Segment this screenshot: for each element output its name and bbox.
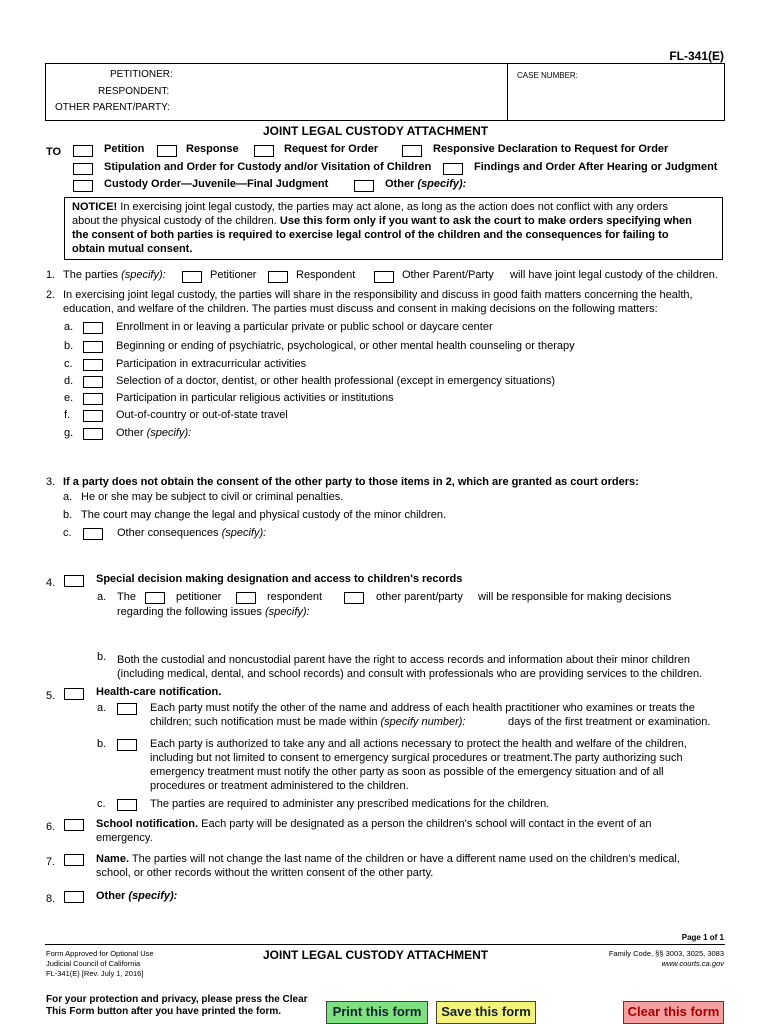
- item4a-tail: will be responsible for making decisions: [478, 591, 672, 603]
- item5-checkbox[interactable]: [64, 688, 84, 700]
- other-party-label: OTHER PARENT/PARTY:: [55, 102, 171, 113]
- notice-line-1: [72, 201, 668, 213]
- page-title: JOINT LEGAL CUSTODY ATTACHMENT: [263, 124, 489, 138]
- item8-checkbox[interactable]: [64, 891, 84, 903]
- item4a-petitioner-label: petitioner: [176, 591, 222, 603]
- footer-right-2: www.courts.ca.gov: [661, 959, 724, 968]
- item5c-text: The parties are required to administer any prescribed medications for the children.: [150, 798, 550, 810]
- item2-line-2: education, and welfare of the children. The parties must discuss and consent in making decisions on the following matters:: [63, 303, 658, 315]
- item5-heading: Health-care notification.: [96, 686, 222, 698]
- item2e-text: Participation in particular religious activities or institutions: [116, 392, 394, 404]
- item4a-respondent-label: respondent: [267, 591, 323, 603]
- item3a-text: He or she may be subject to civil or criminal penalties.: [81, 491, 344, 503]
- item4a-the: The: [117, 591, 136, 603]
- footer-left-1: Form Approved for Optional Use: [46, 949, 154, 958]
- item2d-text: Selection of a doctor, dentist, or other health professional (except in emergency situations): [116, 375, 556, 387]
- item4a-line-2: [117, 606, 310, 618]
- caption-divider: [507, 63, 508, 121]
- item2a-checkbox[interactable]: [83, 322, 103, 334]
- request-for-order-checkbox[interactable]: [254, 145, 274, 157]
- item5b-line-1: Each party is authorized to take any and all actions necessary to protect the health and welfare of the children,: [150, 738, 687, 750]
- petitioner-label: PETITIONER:: [110, 69, 173, 80]
- privacy-note: [46, 994, 308, 1018]
- item5c-letter: c.: [97, 798, 106, 810]
- item3c-letter: c.: [63, 527, 72, 539]
- item4a-respondent-checkbox[interactable]: [236, 592, 256, 604]
- item2d-letter: d.: [64, 375, 74, 387]
- to-other-label: [385, 178, 466, 190]
- item3-number: 3.: [46, 476, 56, 488]
- item7-checkbox[interactable]: [64, 854, 84, 866]
- notice-text-2b: Use this form only if you want to ask the court to make orders specifying when: [279, 215, 692, 227]
- item7-text: The parties will not change the last name of the children or have a different name used on the children's medical,: [131, 853, 680, 865]
- item1-respondent-checkbox[interactable]: [268, 271, 288, 283]
- item5a-line-2-text: children; such notification must be made within: [150, 716, 378, 728]
- item7-line-1: [96, 853, 680, 865]
- item2f-checkbox[interactable]: [83, 410, 103, 422]
- item4a-other-party-label: other parent/party: [376, 591, 463, 603]
- item3c-checkbox[interactable]: [83, 528, 103, 540]
- item5a-letter: a.: [97, 702, 107, 714]
- item2b-letter: b.: [64, 340, 74, 352]
- to-other-specify: (specify):: [417, 178, 467, 190]
- findings-label: Findings and Order After Hearing or Judgment: [474, 161, 718, 173]
- item2e-checkbox[interactable]: [83, 393, 103, 405]
- footer-right: [609, 949, 724, 969]
- item3b-letter: b.: [63, 509, 73, 521]
- item1-number: 1.: [46, 269, 56, 281]
- notice-text-2a: about the physical custody of the children.: [72, 215, 280, 227]
- item4b-line-1: Both the custodial and noncustodial parent have the right to access records and information about their minor children: [117, 654, 690, 666]
- custody-order-label: Custody Order—Juvenile—Final Judgment: [104, 178, 329, 190]
- item2b-text: Beginning or ending of psychiatric, psychological, or other mental health counseling or therapy: [116, 340, 575, 352]
- item5a-specify: (specify number):: [380, 716, 466, 728]
- item4b-letter: b.: [97, 651, 107, 663]
- privacy-line-2: This Form button after you have printed the form.: [46, 1006, 282, 1017]
- stipulation-checkbox[interactable]: [73, 163, 93, 175]
- item3c-text: [117, 527, 266, 539]
- notice-line-2: [72, 215, 692, 227]
- item3-heading: If a party does not obtain the consent of the other party to those items in 2, which are granted as court orders:: [63, 476, 639, 488]
- respondent-label: RESPONDENT:: [98, 86, 170, 97]
- item6-number: 6.: [46, 821, 56, 833]
- item1-respondent-label: Respondent: [296, 269, 356, 281]
- item2g-other: Other: [116, 427, 144, 439]
- item2-line-1: In exercising joint legal custody, the parties will share in the responsibility and discuss in good faith matters concerning the health,: [63, 289, 693, 301]
- item6-text: Each party will be designated as a person the children's school will contact in the event of an: [201, 818, 652, 830]
- notice-text-1: In exercising joint legal custody, the parties may act alone, as long as the action does not conflict with any orders: [120, 201, 668, 213]
- item1-tail: will have joint legal custody of the children.: [510, 269, 718, 281]
- item6-heading: School notification.: [96, 818, 199, 830]
- notice-label: NOTICE!: [72, 201, 118, 213]
- item2a-letter: a.: [64, 321, 74, 333]
- item6-line-2: emergency.: [96, 832, 153, 844]
- responsive-declaration-checkbox[interactable]: [402, 145, 422, 157]
- item1-petitioner-label: Petitioner: [210, 269, 257, 281]
- item2c-checkbox[interactable]: [83, 359, 103, 371]
- item4-checkbox[interactable]: [64, 575, 84, 587]
- item5a-tail: days of the first treatment or examination.: [508, 716, 711, 728]
- item3c-label: Other consequences: [117, 527, 219, 539]
- item5-number: 5.: [46, 690, 56, 702]
- item4a-petitioner-checkbox[interactable]: [145, 592, 165, 604]
- to-label: TO: [46, 146, 62, 158]
- page-number: Page 1 of 1: [681, 933, 724, 942]
- item6-line-1: [96, 818, 651, 830]
- item8-heading: Other: [96, 890, 126, 902]
- form-number: FL-341(E): [669, 49, 724, 63]
- item2a-text: Enrollment in or leaving a particular private or public school or daycare center: [116, 321, 493, 333]
- save-form-button[interactable]: Save this form: [436, 1001, 536, 1024]
- item5b-line-4: procedures or treatment administered to the children.: [150, 780, 409, 792]
- item5a-line-2: [150, 716, 466, 728]
- clear-form-button[interactable]: Clear this form: [623, 1001, 724, 1024]
- item2g-letter: g.: [64, 427, 74, 439]
- item7-line-2: school, or other records without the written consent of the other party.: [96, 867, 434, 879]
- petition-label: Petition: [104, 143, 145, 155]
- item4-heading: Special decision making designation and access to children's records: [96, 573, 463, 585]
- item4-number: 4.: [46, 577, 56, 589]
- item5b-line-3: emergency treatment must notify the other party as soon as possible of the emergency situation and of all: [150, 766, 664, 778]
- to-other-text: Other: [385, 178, 415, 190]
- item1-lead: [63, 269, 166, 281]
- item2f-text: Out-of-country or out-of-state travel: [116, 409, 288, 421]
- item3c-specify: (specify):: [221, 527, 267, 539]
- item2g-checkbox[interactable]: [83, 428, 103, 440]
- item5b-letter: b.: [97, 738, 107, 750]
- item1-other-party-checkbox[interactable]: [374, 271, 394, 283]
- item2b-checkbox[interactable]: [83, 341, 103, 353]
- item5a-checkbox[interactable]: [117, 703, 137, 715]
- item1-lead-text: The parties: [63, 269, 119, 281]
- responsive-declaration-label: Responsive Declaration to Request for Order: [433, 143, 669, 155]
- item2f-letter: f.: [64, 409, 71, 421]
- response-label: Response: [186, 143, 239, 155]
- item1-other-party-label: Other Parent/Party: [402, 269, 494, 281]
- stipulation-label: Stipulation and Order for Custody and/or Visitation of Children: [104, 161, 432, 173]
- case-number-label: CASE NUMBER:: [517, 71, 578, 80]
- item2d-checkbox[interactable]: [83, 376, 103, 388]
- item2c-letter: c.: [64, 358, 73, 370]
- notice-line-4: obtain mutual consent.: [72, 243, 193, 255]
- item7-number: 7.: [46, 856, 56, 868]
- footer-title: JOINT LEGAL CUSTODY ATTACHMENT: [263, 948, 489, 962]
- footer-right-1: Family Code, §§ 3003, 3025, 3083: [608, 949, 724, 958]
- petition-checkbox[interactable]: [73, 145, 93, 157]
- print-form-button[interactable]: Print this form: [326, 1001, 428, 1024]
- item8-specify: (specify):: [128, 890, 178, 902]
- item4b-line-2: (including medical, dental, and school records) and consult with professionals who are providing services to the children.: [117, 668, 703, 680]
- item4a-letter: a.: [97, 591, 107, 603]
- item5b-checkbox[interactable]: [117, 739, 137, 751]
- item2c-text: Participation in extracurricular activities: [116, 358, 307, 370]
- response-checkbox[interactable]: [157, 145, 177, 157]
- item3a-letter: a.: [63, 491, 73, 503]
- footer-left-2: Judicial Council of California: [46, 959, 141, 968]
- item1-petitioner-checkbox[interactable]: [182, 271, 202, 283]
- item7-heading: Name.: [96, 853, 130, 865]
- findings-checkbox[interactable]: [443, 163, 463, 175]
- item8-line: [96, 890, 177, 902]
- to-other-checkbox[interactable]: [354, 180, 374, 192]
- notice-line-3: the consent of both parties is required to exercise legal control of the children and the consequences for failing to: [72, 229, 669, 241]
- item2g-specify: (specify):: [146, 427, 192, 439]
- item3b-text: The court may change the legal and physical custody of the minor children.: [81, 509, 447, 521]
- footer-left-3: FL-341(E) [Rev. July 1, 2016]: [46, 969, 144, 978]
- item2e-letter: e.: [64, 392, 74, 404]
- item4a-specify: (specify):: [264, 606, 310, 618]
- privacy-line-1: For your protection and privacy, please press the Clear: [46, 994, 308, 1005]
- request-for-order-label: Request for Order: [284, 143, 379, 155]
- item5a-line-1: Each party must notify the other of the name and address of each health practitioner who examines or treats the: [150, 702, 695, 714]
- custody-order-checkbox[interactable]: [73, 180, 93, 192]
- item5b-line-2: including but not limited to consent to emergency surgical procedures or treatment.The party authorizing such: [150, 752, 683, 764]
- item1-specify: (specify):: [121, 269, 166, 281]
- item8-number: 8.: [46, 893, 56, 905]
- item4a-other-party-checkbox[interactable]: [344, 592, 364, 604]
- item6-checkbox[interactable]: [64, 819, 84, 831]
- item2g-text: [116, 427, 191, 439]
- item2-number: 2.: [46, 289, 56, 301]
- item4a-line-2-text: regarding the following issues: [117, 606, 262, 618]
- footer-rule: [45, 944, 725, 945]
- footer-left: [46, 949, 154, 979]
- item5c-checkbox[interactable]: [117, 799, 137, 811]
